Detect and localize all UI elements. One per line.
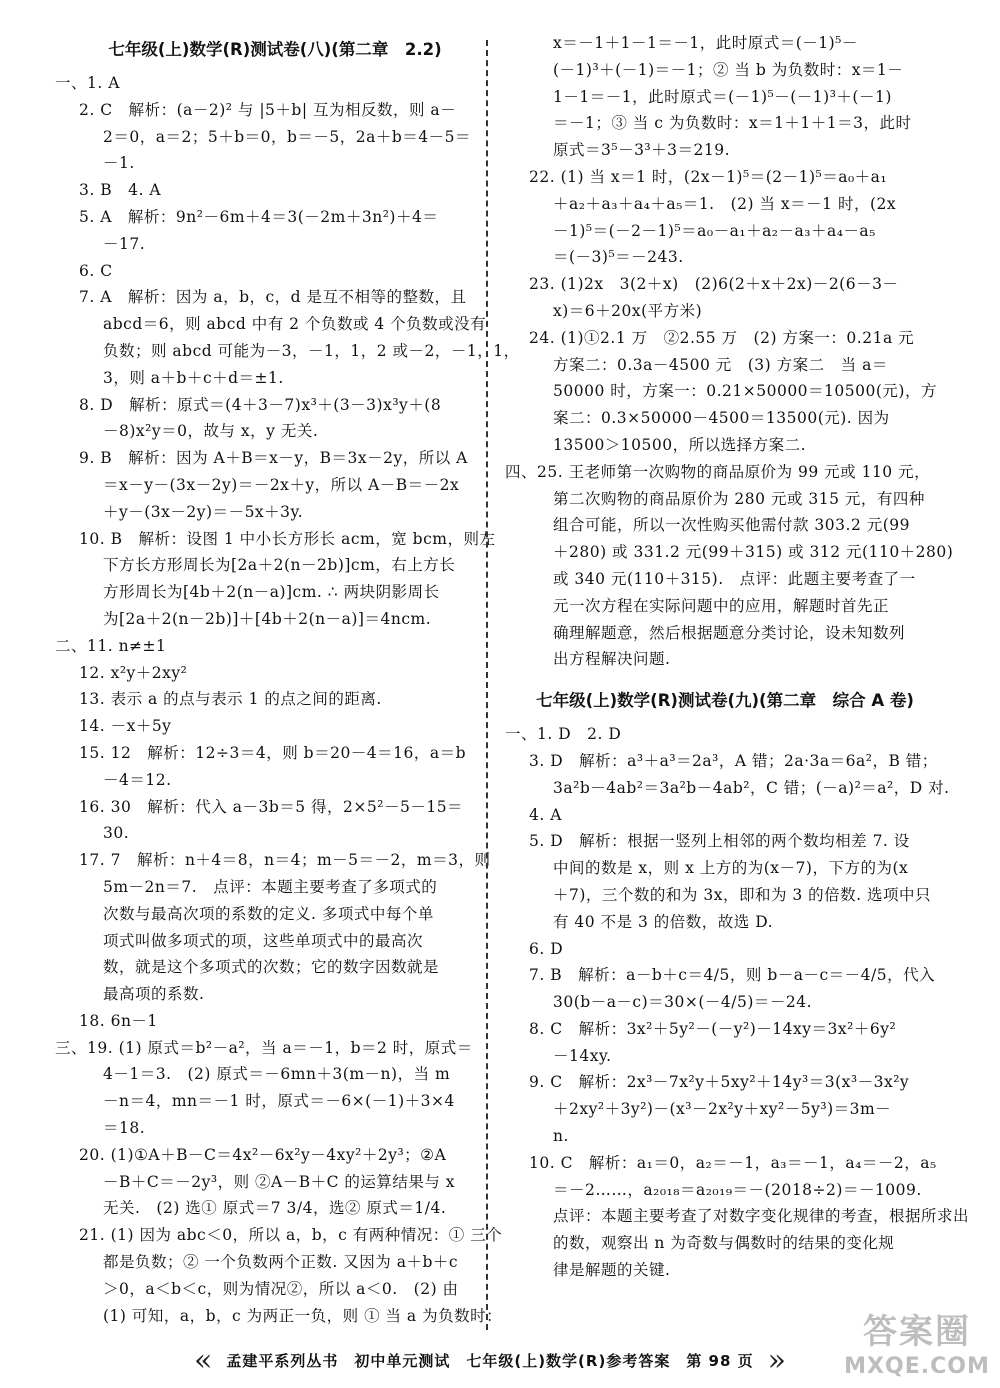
answer-line: 2. C 解析：(a－2)² 与 |5＋b| 互为相反数，则 a－ — [79, 100, 457, 119]
answer-line: 10. B 解析：设图 1 中小长方形长 acm，宽 bcm，则左 — [79, 529, 496, 548]
answer-line: 项式叫做多项式的项，这些单项式中的最高次 — [103, 931, 424, 950]
answer-line: －14xy. — [553, 1046, 612, 1065]
answer-line: 15. 12 解析：12÷3＝4，则 b＝20－4＝16，a＝b — [79, 743, 467, 762]
answer-line: 确理解题意，然后根据题意分类讨论，设未知数列 — [553, 623, 906, 642]
left-column — [55, 30, 520, 1329]
answer-line: 9. B 解析：因为 A＋B＝x－y，B＝3x－2y，所以 A — [79, 449, 468, 468]
answer-line: 三、19. (1) 原式＝b²－a²，当 a＝－1，b＝2 时，原式＝ — [55, 1038, 473, 1057]
answer-line: 3a²b－4ab²＝3a²b－4ab²，C 错；(－a)²＝a²，D 对. — [553, 778, 950, 797]
answer-line: x＝－1＋1－1＝－1，此时原式＝(－1)⁵－ — [553, 34, 858, 52]
answer-line: 5. A 解析：9n²－6m＋4＝3(－2m＋3n²)＋4＝ — [79, 207, 439, 226]
answer-line: 14. －x＋5y — [79, 717, 172, 736]
answer-line: 30. — [103, 824, 130, 843]
answer-line: 22. (1) 当 x＝1 时，(2x－1)⁵＝(2－1)⁵＝a₀＋a₁ — [529, 167, 888, 186]
answer-line: －1)⁵＝(－2－1)⁵＝a₀－a₁＋a₂－a₃＋a₄－a₅ — [553, 221, 876, 240]
right-answer-lines — [505, 30, 954, 673]
right-answer-lines-2 — [505, 721, 970, 1284]
answer-line: 7. B 解析：a－b＋c＝4/5，则 b－a－c＝－4/5，代入 — [529, 966, 936, 985]
answer-line: 6. C — [79, 261, 113, 280]
answer-line: 1－1＝－1，此时原式＝(－1)⁵－(－1)³＋(－1) — [553, 87, 892, 106]
answer-line: 8. C 解析：3x²＋5y²－(－y²)－14xy＝3x²＋6y² — [529, 1019, 897, 1038]
answer-line: －B＋C＝－2y³，则 ②A－B＋C 的运算结果与 x — [103, 1172, 456, 1191]
answer-line: 8. D 解析：原式＝(4＋3－7)x³＋(3－3)x³y＋(8 — [79, 395, 442, 414]
answer-line: 5m－2n＝7. 点评：本题主要考查了多项式的 — [103, 877, 438, 896]
answer-line: 方形周长为[4b＋2(n－a)]cm. ∴ 两块阴影周长 — [103, 583, 440, 602]
answer-line: ＋2xy²＋3y²)－(x³－2x²y＋xy²－5y³)＝3m－ — [553, 1100, 892, 1119]
section-title-9: 七年级(上)数学(R)测试卷(九)(第二章 综合 A 卷) — [536, 691, 914, 711]
answer-line: 3，则 a＋b＋c＋d＝±1. — [103, 368, 284, 387]
watermark-small: MXQE.COM — [844, 1354, 990, 1379]
answer-line: ＋a₂＋a₃＋a₄＋a₅＝1. (2) 当 x＝－1 时，(2x — [553, 194, 897, 213]
answer-line: －8)x²y＝0，故与 x，y 无关. — [103, 422, 319, 441]
answer-line: ＋y－(3x－2y)＝－5x＋3y. — [103, 502, 304, 521]
answer-line: 数，就是这个多项式的次数；它的数字因数就是 — [103, 958, 440, 977]
answer-line: 13. 表示 a 的点与表示 1 的点之间的距离. — [79, 690, 382, 709]
chevron-right-icon: » — [767, 1342, 786, 1378]
answer-line: 7. A 解析：因为 a，b，c，d 是互不相等的整数，且 — [79, 288, 467, 307]
answer-line: n. — [553, 1127, 569, 1146]
answer-line: 10. C 解析：a₁＝0，a₂＝－1，a₃＝－1，a₄＝－2，a₅ — [529, 1153, 937, 1172]
answer-line: ＋280) 或 331.2 元(99＋315) 或 312 元(110＋280) — [553, 543, 954, 562]
answer-line: 9. C 解析：2x³－7x²y＋5xy²＋14y³＝3(x³－3x²y — [529, 1073, 910, 1092]
answer-line: 为[2a＋2(n－2b)]＋[4b＋2(n－a)]＝4ncm. — [103, 609, 432, 628]
answer-line: －17. — [103, 234, 146, 253]
answer-line: 中间的数是 x，则 x 上方的为(x－7)，下方的为(x — [553, 859, 909, 878]
answer-line: 最高项的系数. — [103, 985, 205, 1004]
answer-line: (1) 可知，a，b，c 为两正一负，则 ① 当 a 为负数时： — [103, 1306, 503, 1325]
answer-line: 21. (1) 因为 abc＜0，所以 a，b，c 有两种情况：① 三个 — [79, 1226, 503, 1245]
answer-line: 50000 时，方案一：0.21×50000＝10500(元)，方 — [553, 382, 937, 401]
answer-line: 20. (1)①A＋B－C＝4x²－6x²y－4xy²＋2y³；②A — [79, 1145, 447, 1164]
answer-line: (－1)³＋(－1)＝－1；② 当 b 为负数时：x＝1－ — [553, 60, 904, 79]
left-answer-lines — [55, 70, 520, 1329]
answer-line: 组合可能，所以一次性购买他需付款 303.2 元(99 — [553, 516, 910, 535]
answer-line: 18. 6n－1 — [79, 1011, 158, 1030]
answer-line: 一、1. A — [55, 74, 120, 92]
section-title-8: 七年级(上)数学(R)测试卷(八)(第二章 2.2) — [108, 40, 442, 59]
answer-line: 方案二：0.3a－4500 元 (3) 方案二 当 a＝ — [553, 355, 888, 374]
answer-line: 负数；则 abcd 可能为－3，－1，1，2 或－2，－1，1， — [103, 341, 520, 360]
answer-line: ＞0，a＜b＜c，则为情况②，所以 a＜0. (2) 由 — [103, 1279, 459, 1298]
watermark-logo — [842, 1310, 992, 1388]
answer-line: 原式＝3⁵－3³＋3＝219. — [553, 141, 731, 160]
answer-line: 4. A — [529, 805, 562, 824]
column-divider — [486, 40, 488, 1330]
answer-line: 5. D 解析：根据一竖列上相邻的两个数均相差 7. 设 — [529, 832, 910, 851]
answer-line: 四、25. 王老师第一次购物的商品原价为 99 元或 110 元， — [505, 462, 931, 481]
answer-line: 4－1＝3. (2) 原式＝－6mn＋3(m－n)，当 m — [103, 1065, 451, 1084]
answer-line: 一、1. D 2. D — [505, 725, 622, 744]
answer-line: 案二：0.3×50000－4500＝13500(元). 因为 — [553, 409, 890, 428]
answer-line: 都是负数；② 一个负数两个正数. 又因为 a＋b＋c — [103, 1253, 459, 1272]
answer-line: 次数与最高次项的系数的定义. 多项式中每个单 — [103, 904, 434, 923]
right-column — [505, 30, 970, 1284]
answer-line: －4＝12. — [103, 770, 172, 789]
answer-line: 元一次方程在实际问题中的应用，解题时首先正 — [553, 596, 890, 615]
answer-line: 点评：本题主要考查了对数字变化规律的考查，根据所求出 — [553, 1207, 970, 1226]
answer-line: 或 340 元(110＋315). 点评：此题主要考查了一 — [553, 569, 916, 588]
answer-line: －1. — [103, 154, 135, 173]
answer-line: ＝18. — [103, 1119, 146, 1138]
answer-line: 30(b－a－c)＝30×(－4/5)＝－24. — [553, 993, 813, 1012]
answer-line: －n＝4，mn＝－1 时，原式＝－6×(－1)＋3×4 — [103, 1092, 455, 1111]
chevron-left-icon: « — [193, 1342, 213, 1378]
answer-line: ＋7)，三个数的和为 3x，即和为 3 的倍数. 选项中只 — [553, 885, 932, 904]
answer-line: 2＝0，a＝2；5＋b＝0，b＝－5，2a＋b＝4－5＝ — [103, 127, 472, 146]
answer-line: 12. x²y＋2xy² — [79, 663, 188, 682]
answer-line: 3. B 4. A — [79, 181, 162, 200]
answer-line: 出方程解决问题. — [553, 650, 671, 669]
answer-line: 16. 30 解析：代入 a－3b＝5 得，2×5²－5－15＝ — [79, 797, 464, 816]
answer-line: 有 40 不是 3 的倍数，故选 D. — [553, 912, 774, 931]
answer-line: 23. (1)2x 3(2＋x) (2)6(2＋x＋2x)－2(6－3－ — [529, 275, 899, 294]
answer-line: 律是解题的关键. — [553, 1261, 671, 1280]
answer-line: 无关. (2) 选① 原式＝7 3/4，选② 原式＝1/4. — [103, 1199, 447, 1218]
answer-line: ＝x－y－(3x－2y)＝－2x＋y，所以 A－B＝－2x — [103, 475, 460, 494]
answer-line: 6. D — [529, 939, 564, 958]
page-footer — [190, 1340, 790, 1380]
answer-line: 的数，观察出 n 为奇数与偶数时的结果的变化规 — [553, 1234, 895, 1253]
answer-line: 24. (1)①2.1 万 ②2.55 万 (2) 方案一：0.21a 元 — [529, 328, 915, 347]
answer-line: ＝(－3)⁵＝－243. — [553, 248, 684, 267]
answer-line: 13500＞10500，所以选择方案二. — [553, 435, 807, 454]
answer-line: ＝－2……，a₂₀₁₈＝a₂₀₁₉＝－(2018÷2)＝－1009. — [553, 1180, 922, 1199]
answer-line: abcd＝6，则 abcd 中有 2 个负数或 4 个负数或没有 — [103, 315, 487, 334]
answer-line: 二、11. n≠±1 — [55, 636, 167, 655]
footer-text: 孟建平系列丛书 初中单元测试 七年级(上)数学(R)参考答案 第 98 页 — [226, 1351, 754, 1370]
answer-line: 17. 7 解析：n＋4＝8，n＝4；m－5＝－2，m＝3，则 — [79, 851, 491, 870]
answer-line: 下方长方形周长为[2a＋2(n－2b)]cm，右上方长 — [103, 556, 456, 575]
answer-line: 第二次购物的商品原价为 280 元或 315 元，有四种 — [553, 489, 925, 508]
watermark-big: 答案圈 — [863, 1312, 971, 1352]
answer-line: ＝－1；③ 当 c 为负数时：x＝1＋1＋1＝3，此时 — [553, 114, 912, 133]
answer-line: x)＝6＋20x(平方米) — [553, 301, 703, 320]
answer-line: 3. D 解析：a³＋a³＝2a³，A 错；2a·3a＝6a²，B 错； — [529, 751, 938, 770]
